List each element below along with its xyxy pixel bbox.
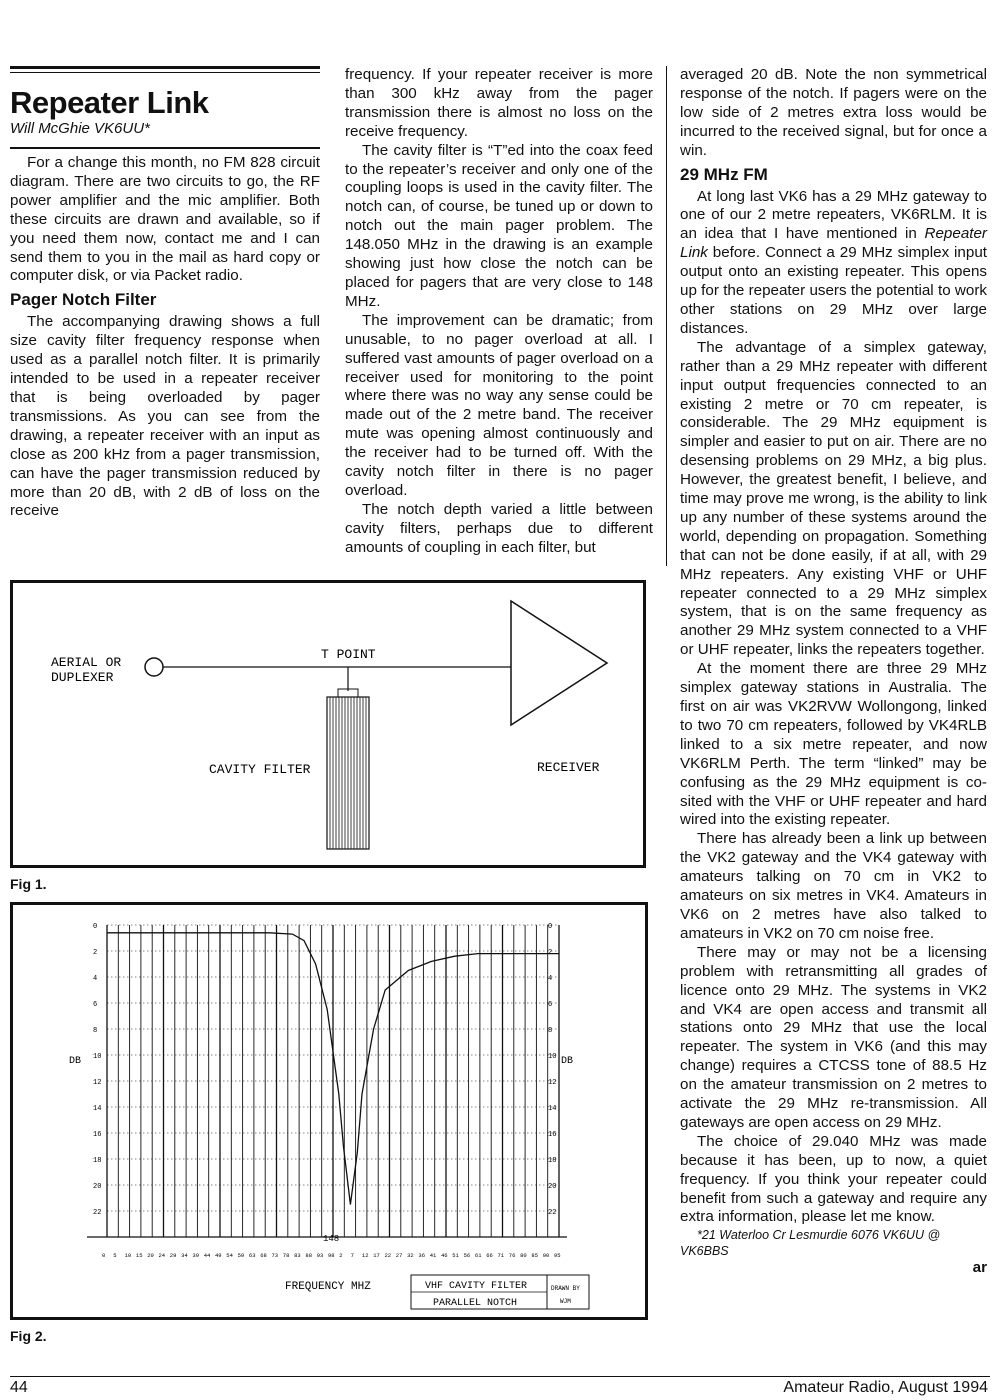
page-number: 44 [10, 1379, 28, 1396]
duplexer-label: DUPLEXER [51, 670, 114, 685]
paragraph: The improvement can be dramatic; from unusable, to no pager overload at all. I suffered vast amounts of pager overload on a receiver used for monitoring to the point where there was no way any sense could be made out of the 2 metre band. The receiver mute was opening almost continuously and the receiver had to be turned off. With the cavity notch filter in there is no pager overload. [345, 311, 653, 499]
figure-2-box [10, 902, 648, 1320]
x-tick-label: 56 [463, 1252, 471, 1259]
y-tick-label-right: 8 [548, 1027, 553, 1035]
figure-1-caption: Fig 1. [10, 876, 47, 892]
x-tick-label: 2 [339, 1252, 343, 1259]
y-tick-label-right: 4 [548, 975, 553, 983]
x-tick-label: 17 [373, 1252, 380, 1259]
x-tick-label: 10 [124, 1252, 132, 1259]
x-tick-label: 88 [305, 1252, 313, 1259]
x-tick-label: 90 [542, 1252, 550, 1259]
paragraph: The advantage of a simplex gateway, rather than a 29 MHz repeater with different input output frequencies connected to an existing 2 metre or 70 cm repeater, is considerable. The 29 MHz equipment is simpler and easier to put on air. There are no desensing problems on 29 MHz, a big plus. However, the greatest benefit, I believe, and time may prove me wrong, is the ability to link up any number of these systems around the world, depending on propagation. Something that can not be done easily, if at all, with 29 MHz repeaters. Any existing VHF or UHF repeater connected to a 29 MHz simplex system, that is on the same frequency as another 29 MHz system connected to a VHF or UHF repeater, links the repeaters together. [680, 338, 987, 659]
x-tick-label: 34 [181, 1252, 188, 1259]
x-tick-label: 78 [282, 1252, 290, 1259]
x-tick-label: 83 [294, 1252, 301, 1259]
paragraph: The accompanying drawing shows a full size cavity filter frequency response when used as a parallel notch filter. It is primarily intended to be used in a repeater receiver that is being overloaded by pager transmissions. As you can see from the drawing, a repeater receiver with an input as close as 200 kHz from a pager transmission, can have the pager transmission reduced by more than 20 dB, with 2 dB of loss on the receive [10, 313, 320, 520]
column-3 [680, 66, 987, 1278]
y-tick-label-right: 18 [548, 1157, 557, 1165]
x-tick-label: 0 [102, 1252, 106, 1259]
aerial-connector-icon [145, 658, 163, 676]
footer-rule [10, 1376, 990, 1377]
x-tick-label: 27 [395, 1252, 403, 1259]
x-center-label: 148 [323, 1234, 340, 1244]
paragraph: At the moment there are three 29 MHz simplex gateway stations in Australia. The first on air was VK2RVW Wollongong, linked to two 70 cm repeaters, followed by VK4RLB linked to a six metre repeater, and now VK6RLM Perth. The term “linked” may be confusing as the 29 MHz equipment is co-sited with the VHF or UHF repeater and hard wired into the existing repeater. [680, 660, 987, 829]
y-tick-label-right: 14 [548, 1105, 557, 1113]
y-tick-label-left: 18 [93, 1157, 102, 1165]
y-tick-label-right: 16 [548, 1131, 557, 1139]
y-tick-label-left: 0 [93, 923, 98, 931]
x-tick-label: 39 [192, 1252, 200, 1259]
x-tick-label: 95 [554, 1252, 561, 1259]
y-axis-label-right: DB [561, 1056, 574, 1067]
y-tick-label-left: 16 [93, 1131, 102, 1139]
x-tick-label: 20 [147, 1252, 154, 1259]
y-tick-label-left: 2 [93, 949, 98, 957]
x-tick-label: 63 [248, 1252, 256, 1259]
x-tick-label: 76 [508, 1252, 516, 1259]
article-title: Repeater Link [10, 85, 209, 120]
x-tick-label: 73 [271, 1252, 279, 1259]
x-tick-label: 68 [260, 1252, 267, 1259]
magazine-footer: Amateur Radio, August 1994 [783, 1379, 988, 1396]
column-divider-2-3 [666, 66, 667, 566]
paragraph: averaged 20 dB. Note the non symmetrical response of the notch. If pagers were on the low side of 2 metres extra loss would be incurred to the received signal, but for once a win. [680, 66, 987, 159]
figure-2-caption: Fig 2. [10, 1328, 47, 1344]
y-tick-label-right: 0 [548, 923, 553, 931]
x-tick-label: 22 [384, 1252, 392, 1259]
paragraph: The choice of 29.040 MHz was made because it has been, up to now, a quiet frequency. If you think your repeater could benefit from such a gateway and require any extra information, please let me know. [680, 1132, 987, 1226]
x-tick-label: 41 [429, 1252, 437, 1259]
y-tick-label-left: 10 [93, 1053, 102, 1061]
figure-2-chart [13, 905, 645, 1317]
y-axis-label-left: DB [69, 1056, 82, 1067]
article-author: Will McGhie VK6UU* [10, 120, 150, 137]
t-point-label: T POINT [321, 647, 376, 662]
chart-title-line2: PARALLEL NOTCH [433, 1298, 518, 1309]
y-tick-label-left: 6 [93, 1001, 98, 1009]
y-tick-label-right: 2 [548, 949, 553, 957]
y-tick-label-right: 22 [548, 1209, 557, 1217]
y-tick-label-right: 12 [548, 1079, 557, 1087]
drawn-by-label: DRAWN BY [551, 1285, 580, 1292]
drawn-by-name: WJM [560, 1298, 571, 1305]
x-tick-label: 59 [237, 1252, 245, 1259]
section-heading-29mhz-fm: 29 MHz FM [680, 164, 768, 184]
x-axis-label: FREQUENCY MHZ [285, 1281, 371, 1293]
y-tick-label-right: 6 [548, 1001, 553, 1009]
top-rule-col1b [10, 72, 320, 73]
x-tick-label: 36 [418, 1252, 426, 1259]
y-tick-label-left: 20 [93, 1183, 102, 1191]
x-tick-label: 61 [474, 1252, 482, 1259]
x-tick-label: 51 [452, 1252, 459, 1259]
top-rule-col1 [10, 66, 320, 69]
figure-1-box [10, 580, 646, 868]
paragraph: The cavity filter is “T”ed into the coax feed to the repeater’s receiver and only one of the coupling loops is used in the cavity filter. The notch can, of course, be tuned up or down to notch out the main pager problem. The 148.050 MHz in the drawing is an example showing just how close the notch can be placed for pagers that are very close to 148 MHz. [345, 141, 653, 310]
chart-title-line1: VHF CAVITY FILTER [425, 1281, 528, 1292]
x-tick-label: 71 [497, 1252, 505, 1259]
paragraph: There may or may not be a licensing problem with retransmitting all grades of licence onto 29 MHz. The systems in VK2 and VK4 are open access and transmit all stations onto 29 MHz that use the local repeater. The system in VK6 (and this may change) requires a CTCSS tone of 88.5 Hz on the amateur transmission on 2 metres to activate the 29 MHz re-transmission. All gateways are open access on 29 MHz. [680, 943, 987, 1131]
paragraph: frequency. If your repeater receiver is more than 300 kHz away from the pager transmission there is almost no loss on the receive frequency. [345, 66, 653, 140]
receiver-label: RECEIVER [537, 760, 600, 775]
paragraph: For a change this month, no FM 828 circuit diagram. There are two circuits to go, the RF power amplifier and the mic amplifier. Both these circuits are drawn and available, so if you need them now, contact me and I can send them to you in the mail as hard copy or computer disk, or via Packet radio. [10, 154, 320, 285]
y-tick-label-right: 10 [548, 1053, 557, 1061]
x-tick-label: 46 [441, 1252, 448, 1259]
x-tick-label: 32 [407, 1252, 414, 1259]
y-tick-label-left: 14 [93, 1105, 102, 1113]
x-tick-label: 80 [520, 1252, 527, 1259]
paragraph: The notch depth varied a little between cavity filters, perhaps due to different amounts of coupling in each filter, but [345, 500, 653, 556]
x-tick-label: 29 [169, 1252, 177, 1259]
author-address: *21 Waterloo Cr Lesmurdie 6076 VK6UU @ VK6BBS [680, 1228, 941, 1259]
y-tick-label-left: 8 [93, 1027, 98, 1035]
column-1 [10, 86, 320, 521]
y-tick-label-left: 12 [93, 1079, 102, 1087]
x-tick-label: 5 [113, 1252, 117, 1259]
x-tick-label: 85 [531, 1252, 539, 1259]
x-tick-label: 7 [350, 1252, 354, 1259]
aerial-label: AERIAL OR [51, 655, 122, 670]
section-heading-pager-notch-filter: Pager Notch Filter [10, 290, 157, 310]
x-tick-label: 15 [135, 1252, 143, 1259]
column-2 [345, 66, 653, 558]
x-tick-label: 93 [316, 1252, 324, 1259]
cavity-filter-icon [327, 697, 369, 849]
x-tick-label: 98 [328, 1252, 335, 1259]
y-tick-label-right: 20 [548, 1183, 557, 1191]
x-tick-label: 66 [486, 1252, 493, 1259]
x-tick-label: 49 [215, 1252, 222, 1259]
receiver-amplifier-icon [511, 601, 607, 725]
x-tick-label: 44 [203, 1252, 211, 1259]
paragraph: There has already been a link up between the VK2 gateway and the VK4 gateway with amateurs talking on 70 cm in VK2 to amateurs on six metres in VK4. Amateurs in VK6 on 2 metres have also talked to amateurs in VK2 on 70 cm noise free. [680, 830, 987, 942]
x-tick-label: 54 [226, 1252, 233, 1259]
figure-1-diagram [13, 583, 643, 865]
x-tick-label: 24 [158, 1252, 166, 1259]
x-tick-label: 12 [361, 1252, 369, 1259]
y-tick-label-left: 22 [93, 1209, 102, 1217]
cavity-filter-label: CAVITY FILTER [209, 762, 311, 777]
paragraph: At long last VK6 has a 29 MHz gateway to one of our 2 metre repeaters, VK6RLM. It is an idea that I have mentioned in Repeater Link before. Connect a 29 MHz simplex input output onto an existing repeater. This opens up for the repeater users the potential to work other stations on 29 MHz over large distances. [680, 187, 987, 337]
y-tick-label-left: 4 [93, 975, 98, 983]
end-mark: ar [972, 1259, 987, 1277]
